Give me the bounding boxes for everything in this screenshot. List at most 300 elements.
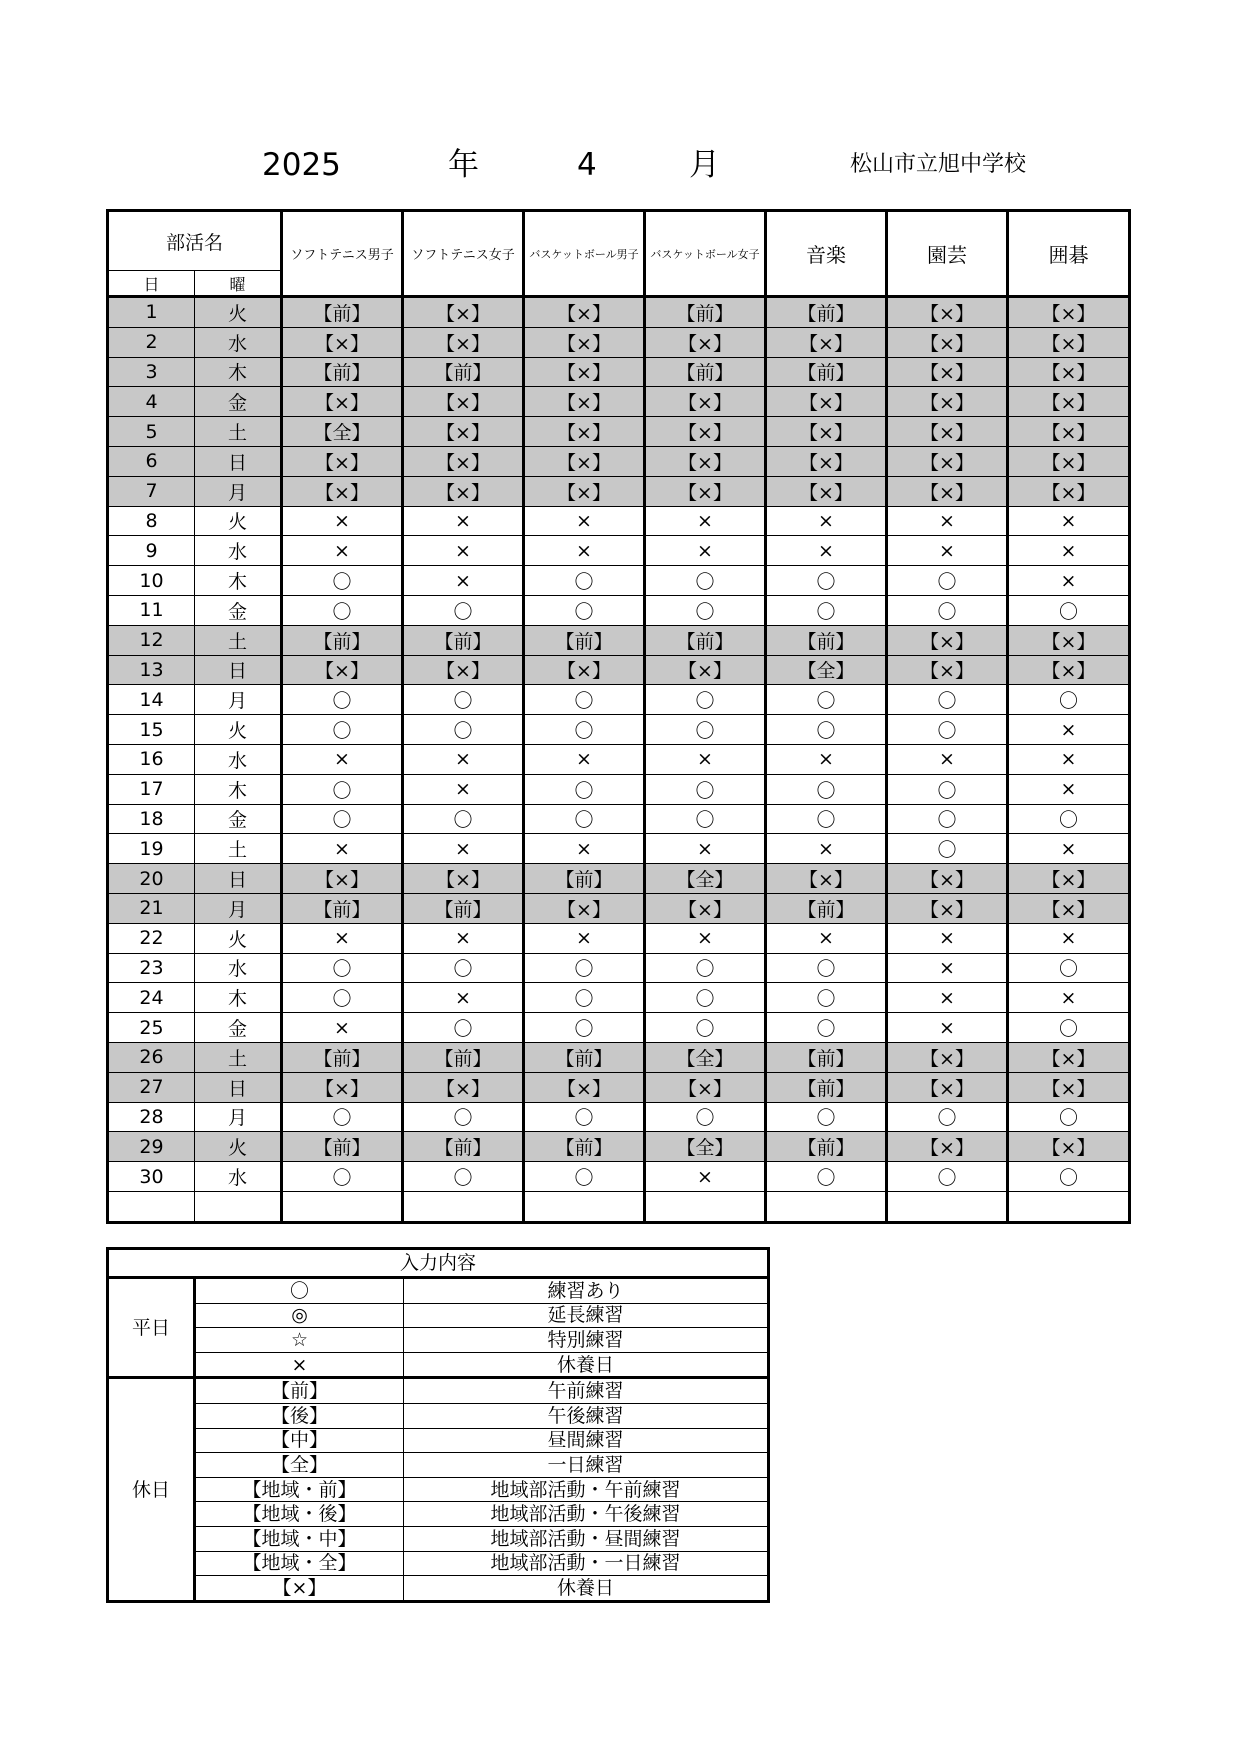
practice-mark-cell: ×: [1008, 774, 1130, 804]
practice-mark-cell: 【全】: [645, 864, 766, 894]
legend-symbol: 【中】: [195, 1428, 404, 1453]
day-cell: 8: [108, 506, 195, 536]
weekday-cell: 土: [195, 834, 282, 864]
weekday-cell: 金: [195, 804, 282, 834]
practice-mark-cell: ×: [524, 506, 645, 536]
empty-cell: [1008, 1191, 1130, 1222]
practice-mark-cell: 〇: [1008, 804, 1130, 834]
practice-mark-cell: ×: [645, 923, 766, 953]
schedule-row: [108, 625, 1130, 655]
schedule-row: [108, 566, 1130, 596]
day-cell: 9: [108, 536, 195, 566]
practice-mark-cell: 【×】: [645, 327, 766, 357]
practice-mark-cell: ×: [403, 923, 524, 953]
day-cell: 26: [108, 1042, 195, 1072]
weekday-cell: 火: [195, 297, 282, 328]
weekday-cell: 木: [195, 983, 282, 1013]
weekday-cell: 水: [195, 1162, 282, 1192]
practice-mark-cell: ×: [887, 953, 1008, 983]
legend-symbol: 【後】: [195, 1403, 404, 1428]
practice-mark-cell: 〇: [524, 983, 645, 1013]
practice-mark-cell: ×: [766, 923, 887, 953]
practice-mark-cell: 【×】: [524, 297, 645, 328]
practice-mark-cell: 〇: [282, 1162, 403, 1192]
legend-meaning: 延長練習: [404, 1303, 769, 1328]
practice-mark-cell: 【×】: [1008, 357, 1130, 387]
practice-mark-cell: ×: [282, 536, 403, 566]
weekday-cell: 金: [195, 595, 282, 625]
schedule-row: [108, 297, 1130, 328]
legend-symbol: 【地域・前】: [195, 1477, 404, 1502]
legend-symbol: ◎: [195, 1303, 404, 1328]
practice-mark-cell: 【×】: [645, 476, 766, 506]
legend-meaning: 一日練習: [404, 1453, 769, 1478]
legend-symbol: 〇: [195, 1278, 404, 1304]
legend-body: [108, 1249, 769, 1602]
practice-mark-cell: 〇: [645, 804, 766, 834]
practice-mark-cell: 〇: [766, 566, 887, 596]
day-cell: 28: [108, 1102, 195, 1132]
practice-mark-cell: 【×】: [1008, 655, 1130, 685]
weekday-cell: 木: [195, 774, 282, 804]
practice-mark-cell: 〇: [766, 595, 887, 625]
schedule-row: [108, 953, 1130, 983]
practice-mark-cell: 【×】: [1008, 387, 1130, 417]
schedule-row: [108, 774, 1130, 804]
schedule-row: [108, 417, 1130, 447]
practice-mark-cell: 〇: [887, 1162, 1008, 1192]
legend-symbol: 【全】: [195, 1453, 404, 1478]
legend-row: [108, 1378, 769, 1404]
day-cell: 27: [108, 1072, 195, 1102]
practice-mark-cell: 【×】: [887, 893, 1008, 923]
practice-mark-cell: 【×】: [524, 655, 645, 685]
practice-mark-cell: 【×】: [282, 655, 403, 685]
practice-mark-cell: 【×】: [282, 387, 403, 417]
practice-mark-cell: 〇: [282, 685, 403, 715]
practice-mark-cell: 【×】: [766, 387, 887, 417]
practice-mark-cell: ×: [403, 506, 524, 536]
header-school-name: 松山市立旭中学校: [850, 152, 1027, 177]
practice-mark-cell: ×: [645, 834, 766, 864]
practice-mark-cell: 〇: [282, 983, 403, 1013]
empty-cell: [282, 1191, 403, 1222]
legend-symbol: 【地域・中】: [195, 1526, 404, 1551]
practice-mark-cell: 【×】: [403, 327, 524, 357]
practice-mark-cell: 【前】: [403, 625, 524, 655]
practice-mark-cell: 〇: [645, 953, 766, 983]
legend-row: [108, 1278, 769, 1304]
legend-symbol: 【地域・後】: [195, 1502, 404, 1527]
practice-mark-cell: ×: [1008, 566, 1130, 596]
practice-mark-cell: 〇: [282, 715, 403, 745]
practice-mark-cell: 【×】: [1008, 893, 1130, 923]
practice-mark-cell: 【×】: [645, 417, 766, 447]
weekday-cell: 日: [195, 1072, 282, 1102]
practice-mark-cell: ×: [282, 923, 403, 953]
practice-mark-cell: 〇: [645, 566, 766, 596]
header-year-unit: 年: [448, 147, 479, 183]
practice-mark-cell: 【×】: [282, 476, 403, 506]
schedule-row: [108, 1162, 1130, 1192]
practice-mark-cell: 〇: [282, 774, 403, 804]
legend-row: [108, 1551, 769, 1576]
practice-mark-cell: ×: [887, 983, 1008, 1013]
practice-mark-cell: ×: [1008, 834, 1130, 864]
day-cell: 7: [108, 476, 195, 506]
schedule-row: [108, 685, 1130, 715]
weekday-cell: 水: [195, 744, 282, 774]
schedule-row: [108, 744, 1130, 774]
practice-mark-cell: 〇: [766, 983, 887, 1013]
practice-mark-cell: 【×】: [766, 476, 887, 506]
legend-meaning: 練習あり: [404, 1278, 769, 1304]
legend-symbol: 【地域・全】: [195, 1551, 404, 1576]
practice-mark-cell: 【×】: [887, 327, 1008, 357]
practice-mark-cell: 〇: [403, 1102, 524, 1132]
schedule-row: [108, 595, 1130, 625]
practice-mark-cell: 〇: [524, 1102, 645, 1132]
practice-mark-cell: 【×】: [645, 1072, 766, 1102]
practice-mark-cell: 【×】: [1008, 297, 1130, 328]
practice-mark-cell: ×: [766, 536, 887, 566]
practice-mark-cell: 【前】: [766, 1042, 887, 1072]
legend-title-row: [108, 1249, 769, 1278]
schedule-row: [108, 446, 1130, 476]
day-cell: 4: [108, 387, 195, 417]
practice-mark-cell: 〇: [766, 1102, 887, 1132]
practice-mark-cell: 【×】: [887, 1042, 1008, 1072]
schedule-row: [108, 1042, 1130, 1072]
legend-row: [108, 1403, 769, 1428]
practice-mark-cell: 【×】: [645, 387, 766, 417]
practice-mark-cell: ×: [1008, 536, 1130, 566]
practice-mark-cell: ×: [1008, 923, 1130, 953]
weekday-cell: 土: [195, 417, 282, 447]
practice-mark-cell: 〇: [887, 595, 1008, 625]
day-cell: 17: [108, 774, 195, 804]
weekday-cell: 火: [195, 506, 282, 536]
practice-mark-cell: 【×】: [766, 417, 887, 447]
practice-mark-cell: 【前】: [766, 1132, 887, 1162]
practice-mark-cell: 【×】: [403, 446, 524, 476]
legend-group-label: 休日: [108, 1378, 195, 1601]
practice-mark-cell: ×: [766, 744, 887, 774]
day-cell: 24: [108, 983, 195, 1013]
practice-mark-cell: 〇: [645, 774, 766, 804]
club-name-header: 部活名: [108, 211, 282, 271]
day-cell: 21: [108, 893, 195, 923]
practice-mark-cell: 【×】: [887, 446, 1008, 476]
weekday-cell: 日: [195, 446, 282, 476]
day-cell: 1: [108, 297, 195, 328]
practice-mark-cell: 【全】: [645, 1042, 766, 1072]
practice-mark-cell: 〇: [766, 953, 887, 983]
practice-mark-cell: ×: [403, 834, 524, 864]
legend-meaning: 昼間練習: [404, 1428, 769, 1453]
practice-mark-cell: 〇: [766, 685, 887, 715]
day-cell: 23: [108, 953, 195, 983]
practice-mark-cell: 【×】: [645, 893, 766, 923]
schedule-row: [108, 893, 1130, 923]
schedule-row: [108, 387, 1130, 417]
practice-mark-cell: 〇: [403, 595, 524, 625]
practice-mark-cell: 【前】: [766, 625, 887, 655]
practice-mark-cell: 【×】: [524, 476, 645, 506]
legend-title: 入力内容: [108, 1249, 769, 1278]
practice-mark-cell: ×: [403, 774, 524, 804]
practice-mark-cell: 【前】: [645, 625, 766, 655]
legend-symbol: 【×】: [195, 1576, 404, 1602]
practice-mark-cell: 〇: [524, 566, 645, 596]
practice-mark-cell: ×: [1008, 715, 1130, 745]
legend-symbol: ☆: [195, 1328, 404, 1353]
practice-mark-cell: ×: [403, 566, 524, 596]
practice-mark-cell: 【前】: [524, 1042, 645, 1072]
practice-mark-cell: 〇: [282, 566, 403, 596]
weekday-cell: 火: [195, 923, 282, 953]
practice-mark-cell: 【×】: [1008, 476, 1130, 506]
weekday-cell: 月: [195, 1102, 282, 1132]
practice-mark-cell: 【×】: [766, 446, 887, 476]
practice-mark-cell: 〇: [887, 685, 1008, 715]
practice-mark-cell: 〇: [645, 983, 766, 1013]
practice-mark-cell: 【×】: [887, 625, 1008, 655]
practice-mark-cell: 【全】: [282, 417, 403, 447]
practice-mark-cell: 【全】: [766, 655, 887, 685]
weekday-cell: 木: [195, 357, 282, 387]
practice-mark-cell: ×: [1008, 983, 1130, 1013]
practice-mark-cell: 【前】: [645, 357, 766, 387]
practice-mark-cell: 【×】: [524, 893, 645, 923]
practice-mark-cell: 〇: [524, 595, 645, 625]
practice-mark-cell: 【×】: [524, 357, 645, 387]
club-header: 囲碁: [1008, 211, 1130, 297]
practice-mark-cell: 【前】: [282, 1132, 403, 1162]
legend-symbol: ×: [195, 1352, 404, 1378]
legend-row: [108, 1428, 769, 1453]
schedule-row: [108, 804, 1130, 834]
day-cell: 3: [108, 357, 195, 387]
practice-mark-cell: 〇: [524, 774, 645, 804]
practice-mark-cell: 〇: [645, 1013, 766, 1043]
day-cell: 12: [108, 625, 195, 655]
practice-mark-cell: ×: [282, 506, 403, 536]
day-cell: 14: [108, 685, 195, 715]
club-header: ソフトテニス男子: [282, 211, 403, 297]
weekday-cell: 金: [195, 387, 282, 417]
weekday-cell: 木: [195, 566, 282, 596]
practice-mark-cell: 〇: [282, 953, 403, 983]
legend-row: [108, 1502, 769, 1527]
schedule-body: [108, 297, 1130, 1223]
day-cell: 22: [108, 923, 195, 953]
weekday-cell: 月: [195, 476, 282, 506]
day-cell: 16: [108, 744, 195, 774]
empty-cell: [524, 1191, 645, 1222]
practice-mark-cell: 【×】: [1008, 1042, 1130, 1072]
empty-cell: [887, 1191, 1008, 1222]
practice-mark-cell: 【×】: [403, 864, 524, 894]
practice-mark-cell: 〇: [1008, 953, 1130, 983]
practice-mark-cell: 〇: [282, 1102, 403, 1132]
practice-mark-cell: ×: [403, 536, 524, 566]
legend-meaning: 午後練習: [404, 1403, 769, 1428]
practice-mark-cell: 〇: [524, 685, 645, 715]
practice-mark-cell: ×: [645, 506, 766, 536]
weekday-cell: 火: [195, 715, 282, 745]
practice-mark-cell: 【×】: [887, 655, 1008, 685]
practice-mark-cell: 【×】: [1008, 864, 1130, 894]
practice-mark-cell: 【前】: [282, 297, 403, 328]
practice-mark-cell: 〇: [645, 685, 766, 715]
practice-mark-cell: ×: [282, 834, 403, 864]
weekday-cell: 日: [195, 864, 282, 894]
practice-mark-cell: ×: [887, 536, 1008, 566]
day-cell: 19: [108, 834, 195, 864]
practice-mark-cell: 〇: [887, 1102, 1008, 1132]
practice-mark-cell: 〇: [282, 595, 403, 625]
day-cell: 2: [108, 327, 195, 357]
legend-row: [108, 1453, 769, 1478]
practice-mark-cell: 【前】: [282, 1042, 403, 1072]
weekday-cell: 火: [195, 1132, 282, 1162]
practice-mark-cell: 〇: [403, 1162, 524, 1192]
schedule-row: [108, 1013, 1130, 1043]
practice-mark-cell: 〇: [645, 715, 766, 745]
practice-mark-cell: 〇: [766, 804, 887, 834]
practice-mark-cell: 【前】: [282, 625, 403, 655]
practice-mark-cell: 〇: [1008, 1102, 1130, 1132]
day-cell: 15: [108, 715, 195, 745]
empty-cell: [195, 1191, 282, 1222]
weekday-cell: 月: [195, 893, 282, 923]
practice-mark-cell: 【×】: [282, 327, 403, 357]
practice-mark-cell: 〇: [403, 953, 524, 983]
practice-mark-cell: ×: [887, 923, 1008, 953]
practice-mark-cell: 〇: [403, 804, 524, 834]
practice-mark-cell: ×: [282, 744, 403, 774]
weekday-cell: 月: [195, 685, 282, 715]
legend-row: [108, 1576, 769, 1602]
practice-mark-cell: 【×】: [524, 1072, 645, 1102]
practice-mark-cell: 【×】: [282, 1072, 403, 1102]
legend-meaning: 休養日: [404, 1576, 769, 1602]
practice-mark-cell: 〇: [524, 1013, 645, 1043]
club-header: 園芸: [887, 211, 1008, 297]
practice-mark-cell: 【×】: [403, 476, 524, 506]
practice-mark-cell: 【×】: [887, 1132, 1008, 1162]
empty-cell: [645, 1191, 766, 1222]
practice-mark-cell: 【前】: [524, 1132, 645, 1162]
practice-mark-cell: 〇: [887, 834, 1008, 864]
schedule-row: [108, 476, 1130, 506]
practice-mark-cell: 【×】: [887, 864, 1008, 894]
schedule-row: [108, 506, 1130, 536]
empty-cell: [108, 1191, 195, 1222]
legend-row: [108, 1328, 769, 1353]
header-month-unit: 月: [689, 147, 720, 183]
day-cell: 18: [108, 804, 195, 834]
practice-mark-cell: 【×】: [887, 297, 1008, 328]
practice-mark-cell: 【×】: [1008, 417, 1130, 447]
practice-mark-cell: 〇: [403, 685, 524, 715]
practice-mark-cell: 【全】: [645, 1132, 766, 1162]
practice-mark-cell: 【×】: [282, 864, 403, 894]
practice-mark-cell: 〇: [1008, 1162, 1130, 1192]
day-cell: 10: [108, 566, 195, 596]
practice-mark-cell: 【×】: [524, 387, 645, 417]
schedule-row: [108, 864, 1130, 894]
practice-mark-cell: 【×】: [403, 655, 524, 685]
practice-mark-cell: ×: [524, 834, 645, 864]
schedule-row: [108, 1102, 1130, 1132]
practice-mark-cell: 【×】: [1008, 625, 1130, 655]
day-cell: 29: [108, 1132, 195, 1162]
legend-group-label: 平日: [108, 1278, 195, 1378]
legend-table: [106, 1247, 770, 1603]
practice-mark-cell: ×: [766, 506, 887, 536]
practice-mark-cell: 【×】: [887, 476, 1008, 506]
day-cell: 25: [108, 1013, 195, 1043]
empty-cell: [766, 1191, 887, 1222]
practice-mark-cell: 【前】: [766, 1072, 887, 1102]
legend-row: [108, 1477, 769, 1502]
schedule-row: [108, 655, 1130, 685]
legend-meaning: 地域部活動・午後練習: [404, 1502, 769, 1527]
weekday-cell: 土: [195, 1042, 282, 1072]
day-cell: 30: [108, 1162, 195, 1192]
practice-mark-cell: 【前】: [766, 357, 887, 387]
schedule-row: [108, 923, 1130, 953]
schedule-row: [108, 834, 1130, 864]
practice-mark-cell: 【前】: [403, 357, 524, 387]
practice-mark-cell: 【前】: [524, 864, 645, 894]
legend-meaning: 地域部活動・昼間練習: [404, 1526, 769, 1551]
practice-mark-cell: 〇: [1008, 685, 1130, 715]
practice-mark-cell: 【×】: [403, 297, 524, 328]
practice-mark-cell: 【前】: [524, 625, 645, 655]
day-cell: 11: [108, 595, 195, 625]
practice-mark-cell: 〇: [403, 715, 524, 745]
practice-mark-cell: 【×】: [887, 417, 1008, 447]
practice-mark-cell: 【×】: [403, 387, 524, 417]
practice-mark-cell: 【×】: [1008, 327, 1130, 357]
practice-mark-cell: ×: [645, 744, 766, 774]
schedule-row: [108, 983, 1130, 1013]
practice-mark-cell: 〇: [887, 566, 1008, 596]
legend-meaning: 地域部活動・一日練習: [404, 1551, 769, 1576]
schedule-header-row: [108, 211, 1130, 271]
practice-mark-cell: 【×】: [1008, 1132, 1130, 1162]
practice-mark-cell: ×: [282, 1013, 403, 1043]
practice-mark-cell: ×: [403, 744, 524, 774]
practice-mark-cell: ×: [1008, 744, 1130, 774]
legend-meaning: 特別練習: [404, 1328, 769, 1353]
weekday-cell: 日: [195, 655, 282, 685]
day-header: 日: [108, 271, 195, 297]
weekday-cell: 土: [195, 625, 282, 655]
practice-mark-cell: 〇: [524, 1162, 645, 1192]
practice-mark-cell: 〇: [887, 715, 1008, 745]
practice-mark-cell: 〇: [282, 804, 403, 834]
practice-mark-cell: 【×】: [1008, 1072, 1130, 1102]
weekday-cell: 金: [195, 1013, 282, 1043]
club-header: ソフトテニス女子: [403, 211, 524, 297]
practice-mark-cell: ×: [403, 983, 524, 1013]
club-header: バスケットボール男子: [524, 211, 645, 297]
practice-mark-cell: ×: [524, 536, 645, 566]
